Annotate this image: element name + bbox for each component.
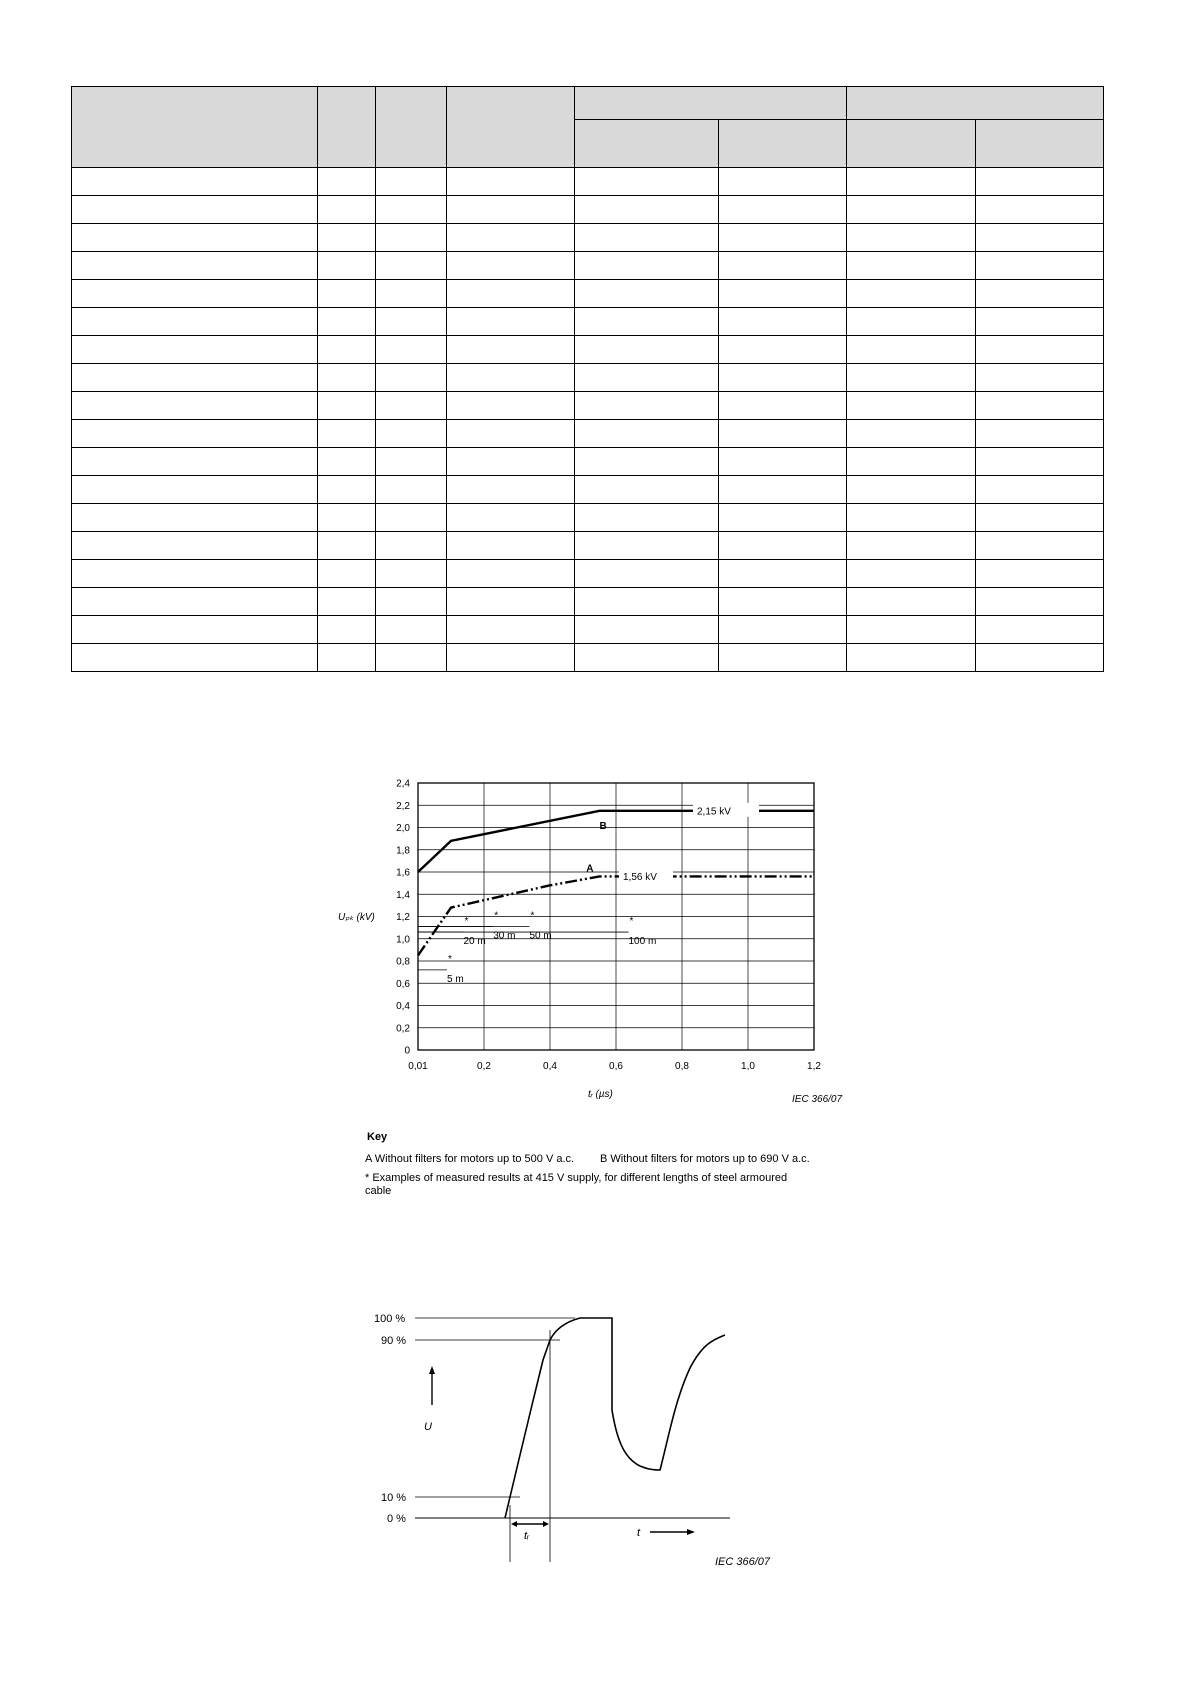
table-cell: [719, 448, 847, 476]
y-tick-labels: [396, 779, 410, 1057]
table-cell: [447, 280, 575, 308]
chart-key: [365, 1131, 835, 1198]
table-cell: [72, 308, 318, 336]
table-cell: [72, 280, 318, 308]
table-row: [72, 560, 1104, 588]
table-cell: [719, 168, 847, 196]
table-cell: [376, 532, 447, 560]
table-cell: [719, 476, 847, 504]
table-row: [72, 308, 1104, 336]
figure-reference: IEC 366/07: [792, 1094, 843, 1105]
table-cell: [447, 420, 575, 448]
x-tick-label: 1,2: [807, 1061, 821, 1072]
table-cell: [719, 336, 847, 364]
table-cell: [719, 560, 847, 588]
table-cell: [376, 504, 447, 532]
table-cell: [575, 420, 719, 448]
table-cell: [976, 168, 1104, 196]
table-cell: [976, 560, 1104, 588]
table-cell: [976, 252, 1104, 280]
table-cell: [847, 532, 976, 560]
table-cell: [719, 532, 847, 560]
table-cell: [575, 224, 719, 252]
table-cell: [847, 560, 976, 588]
table-row: [72, 224, 1104, 252]
table-cell: [318, 560, 376, 588]
table-cell: [847, 588, 976, 616]
table-cell: [72, 448, 318, 476]
table-cell: [376, 168, 447, 196]
table-row: [72, 616, 1104, 644]
table-cell: [447, 532, 575, 560]
x-tick-label: 1,0: [741, 1061, 755, 1072]
table-cell: [72, 532, 318, 560]
table-cell: [447, 476, 575, 504]
table-cell: [976, 476, 1104, 504]
table-cell: [72, 560, 318, 588]
y-tick-label: 2,0: [396, 823, 410, 834]
table-cell: [847, 644, 976, 672]
table-body: [72, 168, 1104, 672]
table-cell: [72, 252, 318, 280]
y-tick-label: 2,2: [396, 800, 410, 812]
label-10-percent: 10 %: [381, 1492, 407, 1504]
table-cell: [447, 308, 575, 336]
table-cell: [575, 336, 719, 364]
table-cell: [976, 616, 1104, 644]
table-cell: [976, 224, 1104, 252]
table-cell: [376, 336, 447, 364]
table-cell: [447, 168, 575, 196]
table-row: [72, 644, 1104, 672]
table-subheader-cell: [976, 120, 1104, 168]
table-cell: [847, 392, 976, 420]
table-cell: [376, 448, 447, 476]
x-tick-label: 0,8: [675, 1061, 689, 1072]
x-tick-label: 0,01: [408, 1061, 428, 1072]
rise-time-arrowhead-left: [511, 1521, 517, 1527]
x-tick-labels: [408, 1061, 821, 1072]
table-subheader-cell: [847, 120, 976, 168]
table-cell: [376, 364, 447, 392]
table-cell: [847, 448, 976, 476]
y-tick-label: 1,2: [396, 912, 410, 923]
table-cell: [719, 252, 847, 280]
y-tick-label: 0,8: [396, 956, 410, 968]
table-row: [72, 448, 1104, 476]
y-tick-label: 0,6: [396, 978, 410, 990]
table-row: [72, 476, 1104, 504]
table-subheader-cell: [719, 120, 847, 168]
table-cell: [847, 280, 976, 308]
table-cell: [447, 224, 575, 252]
table-cell: [318, 392, 376, 420]
table-cell: [72, 168, 318, 196]
table-cell: [976, 336, 1104, 364]
rise-time-label: tᵣ: [524, 1530, 530, 1542]
chart-grid: [418, 783, 814, 1050]
table-cell: [318, 308, 376, 336]
table-cell: [847, 336, 976, 364]
x-tick-label: 0,4: [543, 1061, 557, 1072]
table-cell: [318, 196, 376, 224]
key-item-a: A Without filters for motors up to 500 V a.c.: [365, 1153, 575, 1165]
table-cell: [318, 252, 376, 280]
table-cell: [376, 616, 447, 644]
table-cell: [376, 588, 447, 616]
table-cell: [447, 364, 575, 392]
y-tick-label: 1,0: [396, 934, 410, 946]
table-cell: [847, 224, 976, 252]
table-cell: [847, 252, 976, 280]
table-row: [72, 252, 1104, 280]
t-axis-arrowhead: [687, 1529, 695, 1535]
table-cell: [847, 476, 976, 504]
table-cell: [719, 196, 847, 224]
measured-point-marker: *: [530, 910, 535, 922]
y-tick-label: 1,6: [396, 867, 410, 879]
table-cell: [719, 420, 847, 448]
table-cell: [976, 308, 1104, 336]
table-cell: [719, 224, 847, 252]
u-axis-arrowhead: [429, 1366, 435, 1374]
table-cell: [318, 476, 376, 504]
rise-time-diagram: [374, 1290, 790, 1580]
table-cell: [719, 280, 847, 308]
table-cell: [976, 196, 1104, 224]
measured-point-marker: *: [464, 916, 469, 928]
table-cell: [719, 392, 847, 420]
table-cell: [318, 448, 376, 476]
table-cell: [318, 168, 376, 196]
table-cell: [72, 392, 318, 420]
table-cell: [575, 196, 719, 224]
table-cell: [976, 532, 1104, 560]
table-cell: [575, 616, 719, 644]
table-cell: [318, 644, 376, 672]
y-axis-title: Uₚₖ (kV): [338, 912, 375, 923]
table-cell: [447, 504, 575, 532]
table-cell: [318, 224, 376, 252]
table-header-cell: [376, 87, 447, 168]
measured-point-marker: *: [494, 910, 499, 922]
table-cell: [847, 196, 976, 224]
table-cell: [376, 224, 447, 252]
table-cell: [318, 336, 376, 364]
table-cell: [976, 420, 1104, 448]
table-cell: [376, 560, 447, 588]
table-cell: [575, 168, 719, 196]
voltage-waveform: [505, 1318, 725, 1518]
table-cell: [447, 448, 575, 476]
series-b-label: B: [599, 820, 607, 832]
table-cell: [719, 364, 847, 392]
y-tick-label: 1,4: [396, 889, 410, 901]
x-axis-title: tᵣ (µs): [588, 1089, 613, 1100]
table-cell: [575, 532, 719, 560]
table-cell: [447, 336, 575, 364]
table-cell: [318, 588, 376, 616]
table-cell: [447, 560, 575, 588]
table-row: [72, 504, 1104, 532]
rise-time-arrowhead-right: [543, 1521, 549, 1527]
label-0-percent: 0 %: [387, 1513, 406, 1525]
table-cell: [719, 644, 847, 672]
table-cell: [575, 560, 719, 588]
table-subheader-cell: [575, 120, 719, 168]
table-cell: [376, 476, 447, 504]
y-tick-label: 1,8: [396, 845, 410, 857]
table-header-cell: [447, 87, 575, 168]
measured-point-label: 30 m: [493, 930, 516, 942]
table-cell: [376, 196, 447, 224]
table-cell: [318, 364, 376, 392]
table-cell: [575, 392, 719, 420]
table-cell: [72, 476, 318, 504]
table-cell: [575, 448, 719, 476]
table-cell: [719, 308, 847, 336]
table-cell: [847, 168, 976, 196]
data-table: [71, 86, 1104, 672]
table-cell: [575, 252, 719, 280]
table-cell: [575, 280, 719, 308]
table-row: [72, 336, 1104, 364]
table-cell: [72, 364, 318, 392]
table-cell: [447, 616, 575, 644]
table-cell: [447, 252, 575, 280]
table-row: [72, 532, 1104, 560]
table-cell: [318, 616, 376, 644]
measured-point-label: 50 m: [529, 930, 552, 942]
table-cell: [719, 504, 847, 532]
table-header-cell: [72, 87, 318, 168]
table-cell: [318, 280, 376, 308]
table-header-group-cell: [575, 87, 847, 120]
table-cell: [847, 308, 976, 336]
table-cell: [447, 588, 575, 616]
table-cell: [376, 644, 447, 672]
table-cell: [72, 504, 318, 532]
table-row: [72, 588, 1104, 616]
table-cell: [976, 392, 1104, 420]
peak-voltage-chart: [330, 770, 850, 1115]
key-note: * Examples of measured results at 415 V supply, for different lengths of steel armoured cable: [365, 1172, 788, 1197]
table-cell: [376, 420, 447, 448]
label-100-percent: 100 %: [374, 1313, 406, 1325]
table-cell: [376, 308, 447, 336]
table-cell: [72, 616, 318, 644]
table-cell: [72, 224, 318, 252]
table-cell: [976, 364, 1104, 392]
table-cell: [575, 504, 719, 532]
table-cell: [976, 504, 1104, 532]
table-row: [72, 392, 1104, 420]
y-tick-label: 0: [404, 1045, 410, 1057]
table-cell: [447, 392, 575, 420]
series-a-label: A: [586, 863, 594, 875]
table-cell: [318, 532, 376, 560]
measured-point-marker: *: [448, 953, 452, 965]
label-90-percent: 90 %: [381, 1335, 407, 1347]
x-tick-label: 0,6: [609, 1061, 623, 1072]
table-cell: [318, 420, 376, 448]
table-cell: [72, 420, 318, 448]
table-cell: [847, 364, 976, 392]
table-cell: [719, 616, 847, 644]
measured-point-label: 20 m: [463, 936, 486, 948]
measured-point-callouts: [418, 911, 656, 985]
measured-point-label: 5 m: [447, 973, 464, 985]
table-row: [72, 196, 1104, 224]
table-cell: [72, 644, 318, 672]
table-cell: [976, 588, 1104, 616]
x-tick-label: 0,2: [477, 1061, 491, 1072]
y-tick-label: 2,4: [396, 778, 410, 790]
table-cell: [575, 476, 719, 504]
a-value-label: 1,56 kV: [623, 871, 657, 883]
table-row: [72, 364, 1104, 392]
table-cell: [376, 392, 447, 420]
table-cell: [976, 448, 1104, 476]
key-item-b: B Without filters for motors up to 690 V a.c.: [600, 1153, 810, 1165]
table-cell: [976, 644, 1104, 672]
table-cell: [376, 280, 447, 308]
table-cell: [575, 588, 719, 616]
table-cell: [72, 336, 318, 364]
table-cell: [847, 420, 976, 448]
table-cell: [447, 644, 575, 672]
table-cell: [376, 252, 447, 280]
table-header-group-cell: [847, 87, 1104, 120]
table-cell: [575, 364, 719, 392]
table-cell: [976, 280, 1104, 308]
y-tick-label: 0,2: [396, 1023, 410, 1035]
figure-reference: IEC 366/07: [715, 1556, 771, 1568]
u-axis-label: U: [424, 1421, 432, 1433]
table-header-row-1: [72, 87, 1104, 120]
table-cell: [575, 644, 719, 672]
table-cell: [847, 504, 976, 532]
table-cell: [575, 308, 719, 336]
table-cell: [847, 616, 976, 644]
y-tick-label: 0,4: [396, 1001, 410, 1012]
table-cell: [447, 196, 575, 224]
measured-point-label: 100 m: [628, 936, 657, 948]
table-cell: [72, 588, 318, 616]
b-value-label: 2,15 kV: [697, 806, 731, 818]
table-cell: [318, 504, 376, 532]
table-cell: [72, 196, 318, 224]
table-row: [72, 168, 1104, 196]
table-row: [72, 420, 1104, 448]
key-title: Key: [367, 1131, 388, 1143]
table-cell: [719, 588, 847, 616]
table-row: [72, 280, 1104, 308]
t-axis-label: t: [637, 1527, 641, 1539]
measured-point-marker: *: [629, 916, 634, 928]
table-header-cell: [318, 87, 376, 168]
